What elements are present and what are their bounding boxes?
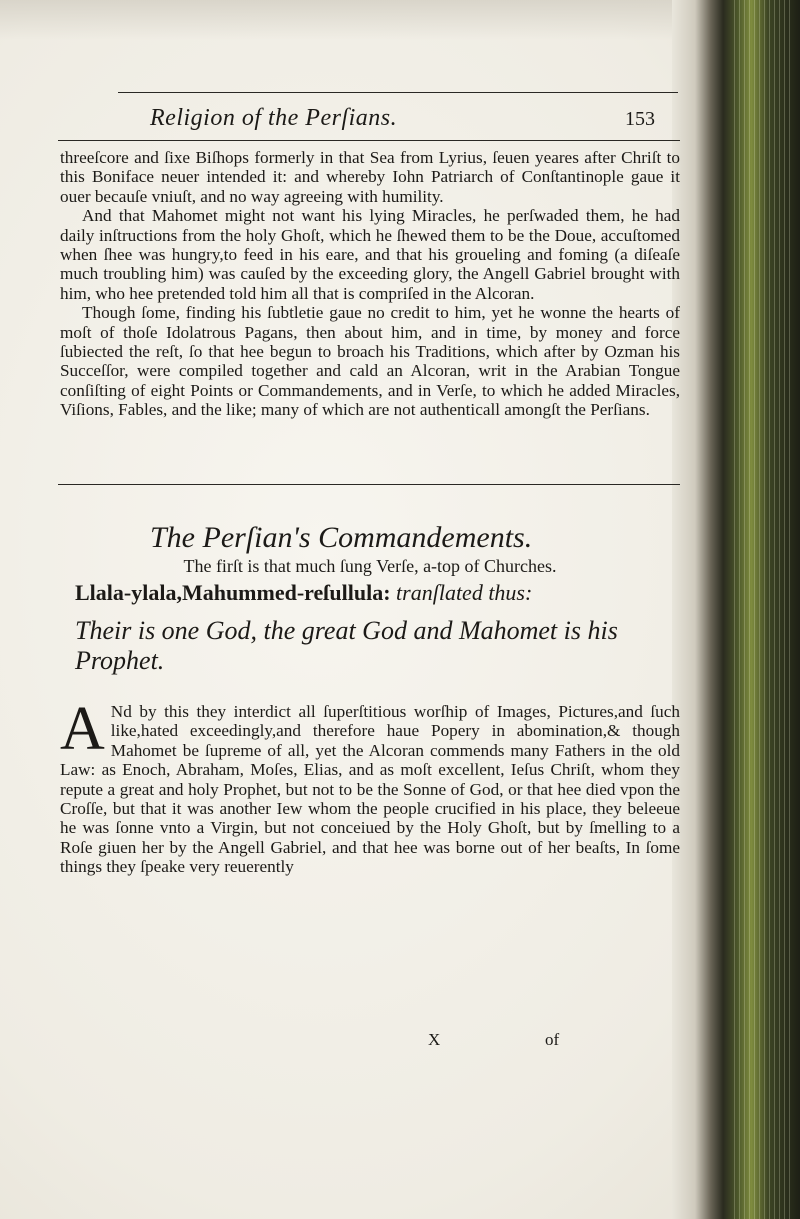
translated-label: tranſlated thus: — [396, 580, 533, 605]
body-text: Nd by this they interdict all ſuperſtitious worſhip of Images, Pictures,and ſuch like,hated exceedingly,and therefore haue Popery in abomination,& though Mahomet be ſupreme of all, yet the Alcoran commends many Fathers in the old Law: as Enoch, Abraham, Moſes, Elias, and as moſt excellent, Ieſus Chriſt, whom they repute a great and holy Prophet, but not to be the Sonne of God, or that hee died vpon the Croſſe, but that it was another Iew whom the people crucified in his place, they beleeue he was ſonne vnto a Virgin, but not conceiued by the Holy Ghoſt, but by ſmelling to a Roſe giuen her by the Angell Gabriel, and that hee was borne out of her beaſts, In ſome things they ſpeake very reuerently — [60, 702, 680, 877]
creed: Their is one God, the great God and Mahomet is his Prophet. — [75, 616, 618, 675]
body-paragraph — [60, 695, 680, 877]
top-rule — [118, 92, 678, 93]
paragraph: And that Mahomet might not want his lying Miracles, he perſwaded them, he had daily inſtructions from the holy Ghoſt, which he ſhewed them to be the Doue, accuſtomed when ſhee was hungry,to feed in his eare, and that his groueling and foming (a diſeaſe much troubling him) was cauſed by the exceeding glory, the Angell Gabriel brought with him, who hee pretended told him all that is compriſed in the Alcoran. — [60, 206, 680, 303]
text-block-top — [60, 148, 680, 420]
section-rule — [58, 484, 680, 485]
book-gutter — [672, 0, 800, 1219]
catchword: of — [545, 1030, 560, 1049]
section-title: The Perſian's Commandements. — [150, 521, 533, 554]
drop-cap: A — [60, 695, 105, 763]
paragraph: threeſcore and ſixe Biſhops formerly in that Sea from Lyrius, ſeuen yeares after Chriſt to this Boniface neuer intended it: and whereby Iohn Patriarch of Conſtantinople gaue it ouer becauſe vniuſt, and no way agreeing with humility. — [60, 148, 680, 206]
signature-mark: X — [428, 1030, 441, 1049]
first-commandment-line: The firſt is that much ſung Verſe, a-top of Churches. — [183, 556, 557, 576]
running-head: Religion of the Perſians. — [150, 105, 398, 131]
paragraph: Though ſome, finding his ſubtletie gaue no credit to him, yet he wonne the hearts of moſt of thoſe Idolatrous Pagans, then about him, and in time, by money and force ſubiected the reſt, ſo that hee begun to broach his Traditions, which after by Ozman his Succeſſor, were compiled together and cald an Alcoran, writ in the Arabian Tongue conſiſting of eight Points or Commandements, and in Verſe, to which he added Miracles, Viſions, Fables, and the like; many of which are not authenticall amongſt the Perſians. — [60, 303, 680, 420]
page-number: 153 — [625, 108, 655, 130]
transliteration-text: Llala-ylala,Mahummed-reſullula: — [75, 580, 391, 605]
transliteration — [75, 580, 532, 606]
header-rule — [58, 140, 680, 141]
